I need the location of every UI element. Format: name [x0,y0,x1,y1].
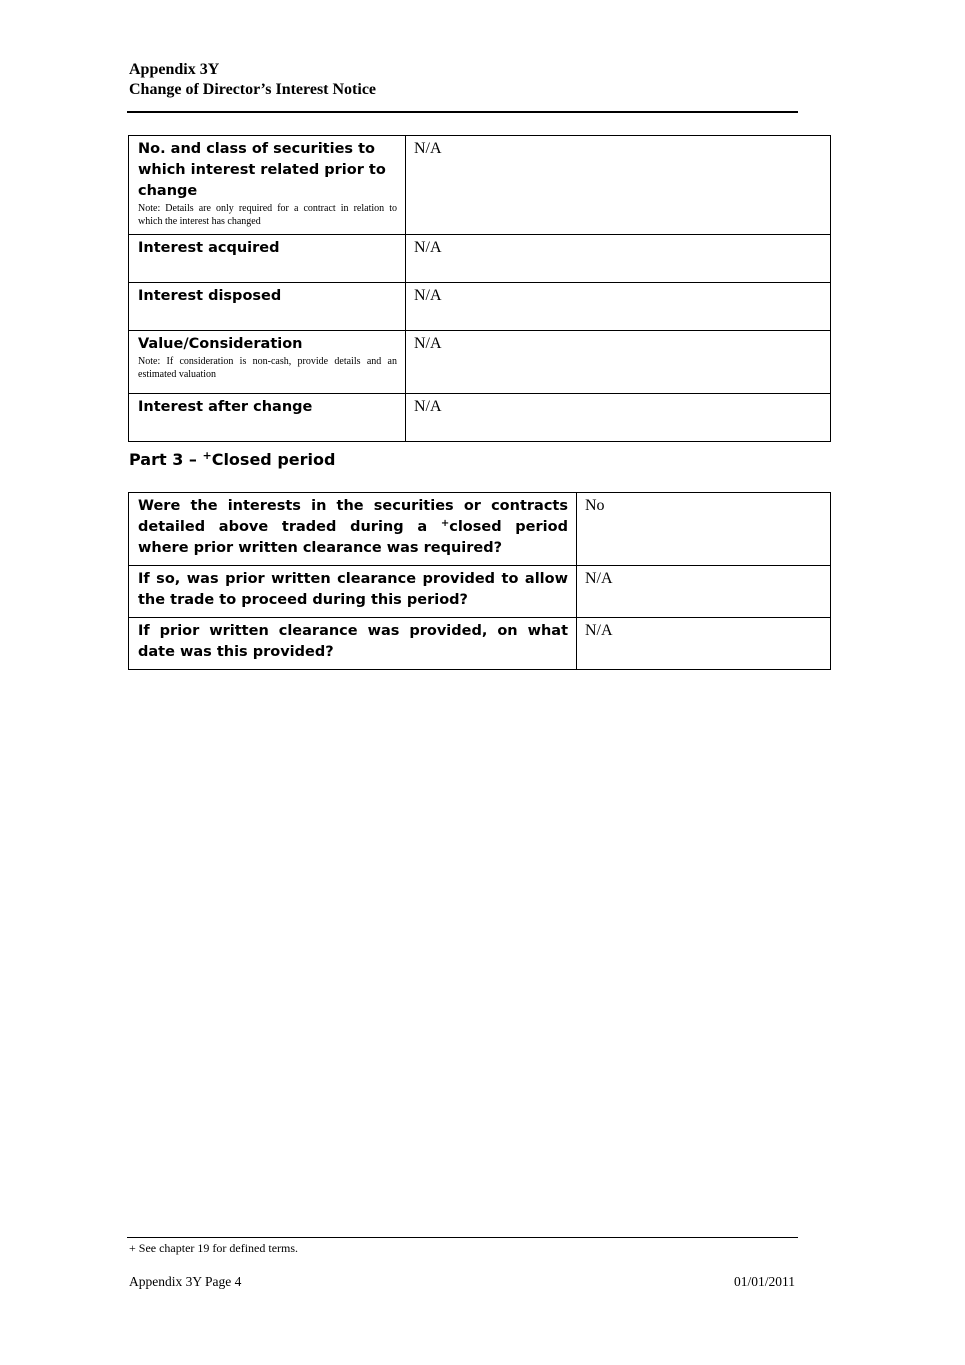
table-row [129,235,831,283]
label-text: Interest acquired [138,240,280,256]
label-text: Value/Consideration [138,336,303,352]
page-number: Appendix 3Y Page 4 [129,1274,242,1289]
document-header [129,60,799,100]
interest-change-table [128,135,831,442]
document-date: 01/01/2011 [733,1274,795,1289]
row-label [129,235,406,283]
label-text: If prior written clearance was provided, on what date was this provided? [138,623,568,660]
row-value: N/A [406,235,831,283]
header-divider [127,111,798,113]
label-text-part: Were the interests in the securities or contracts detailed above traded during a [138,498,568,535]
row-value: N/A [577,618,831,670]
closed-period-table [128,492,831,670]
row-label [129,394,406,442]
footer-divider [127,1237,798,1238]
label-text: If so, was prior written clearance provided to allow the trade to proceed during this period? [138,571,568,608]
row-value: N/A [406,331,831,394]
row-label [129,283,406,331]
note-text: Note: If consideration is non-cash, provide details and an estimated valuation [138,356,397,380]
row-label [129,136,406,235]
defined-term-marker: + [440,518,450,529]
row-value: No [577,493,831,566]
table-row [129,394,831,442]
label-text: Interest after change [138,399,313,415]
row-value: N/A [406,136,831,235]
table-row [129,566,831,618]
row-label [129,566,577,618]
row-label [129,618,577,670]
section-title-prefix: Part 3 – [129,450,203,469]
header-title: Appendix 3Y [129,61,220,78]
note-text: Note: Details are only required for a contract in relation to which the interest has changed [138,203,397,227]
table-row [129,331,831,394]
label-text-part: closed period where prior written clearance was required? [138,519,568,556]
table-row [129,136,831,235]
section-title-text: Closed period [211,450,336,469]
defined-term-marker: + [202,449,212,462]
row-value: N/A [577,566,831,618]
row-value: N/A [406,394,831,442]
table-row [129,283,831,331]
footnote: + See chapter 19 for defined terms. [129,1241,299,1255]
table-row [129,493,831,566]
row-label [129,331,406,394]
row-value: N/A [406,283,831,331]
header-subtitle: Change of Director’s Interest Notice [129,81,377,98]
label-text: Interest disposed [138,288,282,304]
row-label [129,493,577,566]
label-text [138,496,568,559]
section-title [129,450,335,470]
table-row [129,618,831,670]
label-text: No. and class of securities to which interest related prior to change [138,141,386,199]
